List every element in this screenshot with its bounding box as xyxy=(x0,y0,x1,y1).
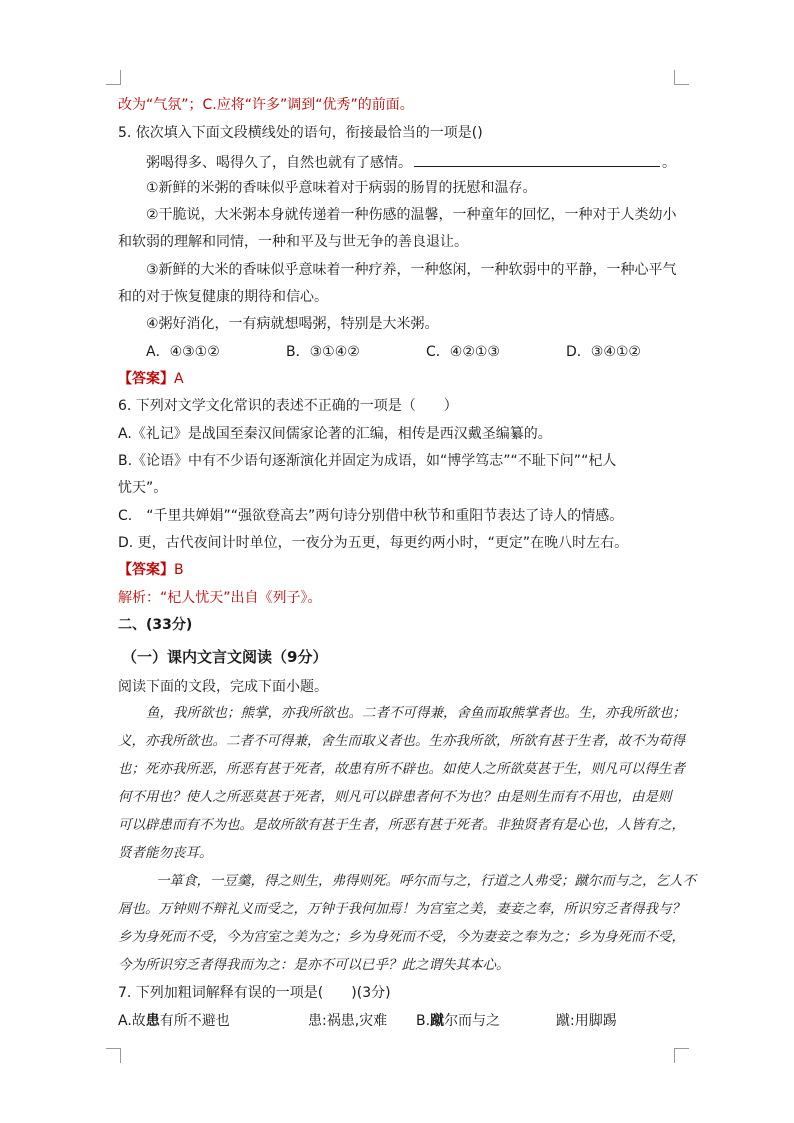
passage-line-4: 何不用也？使人之所恶莫甚于死者，则凡可以辟患者何不为也？由是则生而有不用也，由是则 xyxy=(118,789,672,805)
stem-end: 。 xyxy=(662,155,676,171)
question-7: 7. 下列加粗词解释有误的一项是( )(3分) xyxy=(118,985,391,1001)
sentence-3b: 和的对于恢复健康的期待和信心。 xyxy=(118,289,328,305)
sentence-2b: 和软弱的理解和同情，一种和平及与世无争的善良退让。 xyxy=(118,234,468,250)
question-6-d: D. 更，古代夜间计时单位，一夜分为五更，每更约两小时，“更定”在晚八时左右。 xyxy=(118,535,629,551)
question-6: 6. 下列对文学文化常识的表述不正确的一项是（ ） xyxy=(118,398,458,414)
fill-blank xyxy=(414,152,660,167)
option-a-prefix: A.故 xyxy=(118,1013,146,1029)
option-a-suffix: 有所不避也 xyxy=(159,1013,230,1029)
crop-mark-bottom-right xyxy=(674,1048,689,1063)
option-b-bold-word: 蹴 xyxy=(430,1013,445,1029)
reading-instruction: 阅读下面的文段，完成下面小题。 xyxy=(118,679,328,695)
option-b-suffix: 尔而与之 xyxy=(444,1013,501,1029)
option-a: A．④③①② xyxy=(146,344,220,360)
passage-line-6: 贤者能勿丧耳。 xyxy=(118,845,213,861)
question-6-a: A.《礼记》是战国至秦汉间儒家论著的汇编，相传是西汉戴圣编纂的。 xyxy=(118,426,552,442)
passage-line-9: 乡为身死而不受，今为宫室之美为之；乡为身死而不受，今为妻妾之奉为之；乡为身死而不受， xyxy=(118,929,685,945)
option-b-prefix: B. xyxy=(416,1013,431,1029)
sentence-4: ④粥好消化，一有病就想喝粥，特别是大米粥。 xyxy=(146,316,439,332)
question-5-stem xyxy=(146,152,676,172)
option-a-explanation: 患:祸患,灾难 xyxy=(308,1013,388,1029)
option-a-phrase xyxy=(118,1012,308,1030)
question-6-c: C. “千里共婵娟”“强欲登高去”两句诗分别借中秋节和重阳节表达了诗人的情感。 xyxy=(118,508,624,524)
answer-5 xyxy=(118,370,184,388)
question-6-b1: B.《论语》中有不少语句逐渐演化并固定为成语，如“博学笃志”“不耻下问”“杞人 xyxy=(118,453,617,469)
option-c: C．④②①③ xyxy=(426,344,500,360)
option-b-explanation: 蹴:用脚踢 xyxy=(556,1013,617,1029)
option-b: B．③①④② xyxy=(286,344,360,360)
crop-mark-top-left xyxy=(106,70,121,85)
answer-6 xyxy=(118,561,184,579)
question-7-options xyxy=(118,1012,617,1030)
passage-line-8: 屑也。万钟则不辩礼义而受之，万钟于我何加焉！为宫室之美，妻妾之奉，所识穷乏者得我与？ xyxy=(118,901,685,917)
passage-line-2: 义，亦我所欲也。二者不可得兼，舍生而取义者也。生亦我所欲，所欲有甚于生者，故不为苟得 xyxy=(118,733,685,749)
crop-mark-bottom-left xyxy=(106,1048,121,1063)
passage-line-7: 一箪食，一豆羹，得之则生，弗得则死。呼尔而与之，行道之人弗受；蹴尔而与之，乞人不 xyxy=(156,873,696,889)
question-5-options xyxy=(146,343,641,361)
sentence-2a: ②干脆说，大米粥本身就传递着一种伤感的温馨，一种童年的回忆，一种对于人类幼小 xyxy=(146,207,677,223)
option-a-bold-word: 患 xyxy=(145,1013,160,1029)
answer-continuation: 改为“气氛”；C.应将“许多”调到“优秀”的前面。 xyxy=(118,97,414,113)
section-2-1-heading: （一）课内文言文阅读（9分） xyxy=(122,648,328,666)
section-2-heading: 二、(33分) xyxy=(118,617,193,633)
answer-tag: 【答案】 xyxy=(118,562,174,578)
passage-line-3: 也；死亦我所恶，所恶有甚于死者，故患有所不辟也。如使人之所欲莫甚于生，则凡可以得生者 xyxy=(118,761,685,777)
option-d: D．③④①② xyxy=(566,344,641,360)
stem-text: 粥喝得多、喝得久了，自然也就有了感情。 xyxy=(146,155,412,171)
crop-mark-top-right xyxy=(674,70,689,85)
passage-line-1: 鱼，我所欲也；熊掌，亦我所欲也。二者不可得兼，舍鱼而取熊掌者也。生，亦我所欲也； xyxy=(146,705,686,721)
answer-6-explanation: 解析：“杞人忧天”出自《列子》。 xyxy=(118,590,322,606)
answer-value: B xyxy=(174,562,184,578)
option-b-phrase xyxy=(416,1012,556,1030)
sentence-3a: ③新鲜的大米的香味似乎意味着一种疗养，一种悠闲，一种软弱中的平静，一种心平气 xyxy=(146,262,677,278)
question-5: 5. 依次填入下面文段横线处的语句，衔接最恰当的一项是() xyxy=(118,125,483,141)
passage-line-5: 可以辟患而有不为也。是故所欲有甚于生者，所恶有甚于死者。非独贤者有是心也，人皆有之， xyxy=(118,817,685,833)
sentence-1: ①新鲜的米粥的香味似乎意味着对于病弱的肠胃的抚慰和温存。 xyxy=(146,180,537,196)
answer-value: A xyxy=(174,371,184,387)
answer-tag: 【答案】 xyxy=(118,371,174,387)
passage-line-10: 今为所识穷乏者得我而为之：是亦不可以已乎？此之谓失其本心。 xyxy=(118,957,510,973)
question-6-b2: 忧天”。 xyxy=(118,480,168,496)
